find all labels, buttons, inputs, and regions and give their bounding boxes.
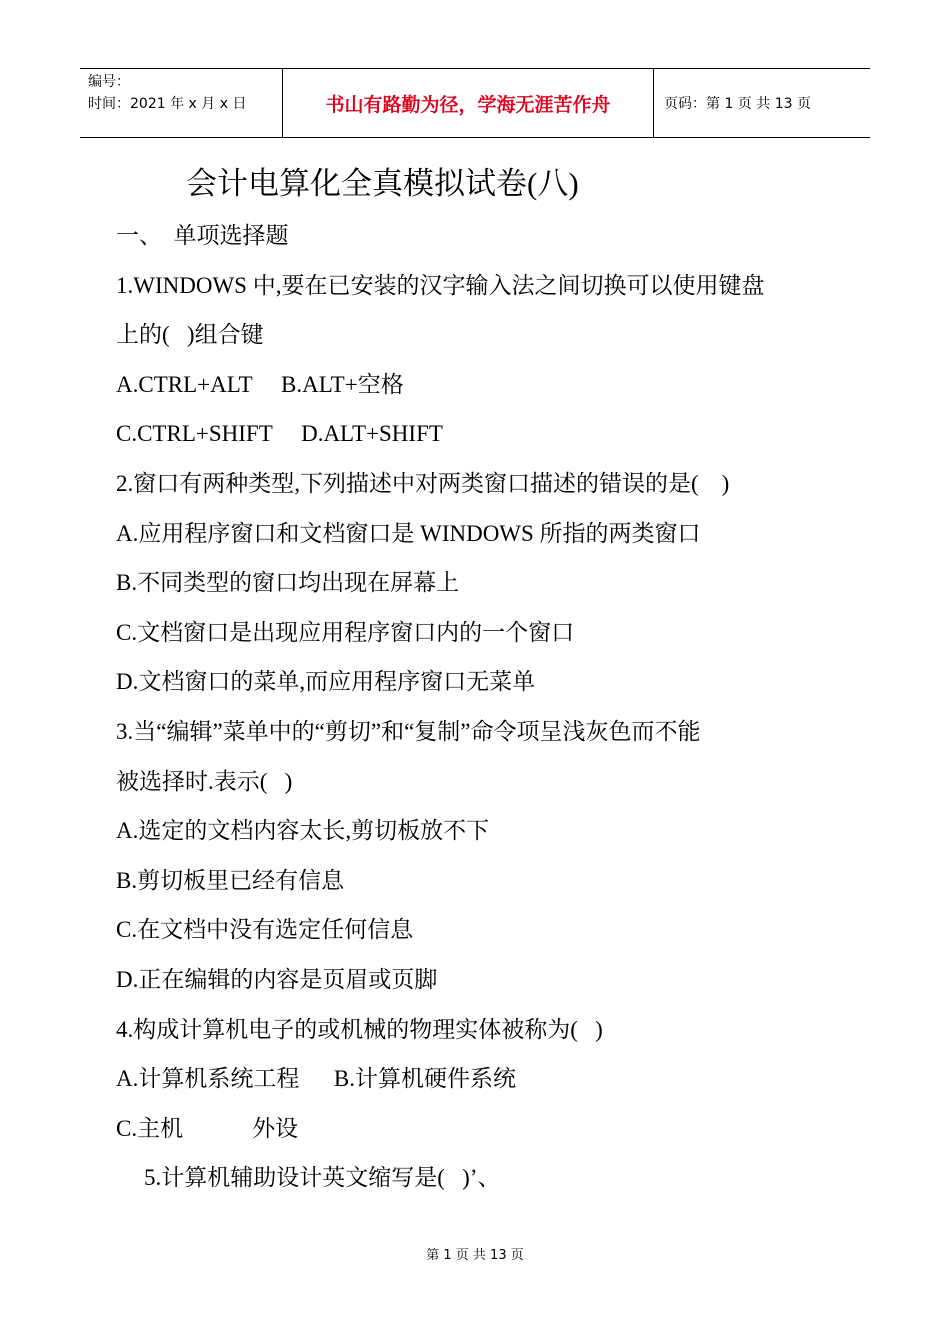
question-2-option-b: B.不同类型的窗口均出现在屏幕上 bbox=[116, 570, 460, 596]
section-heading: 一、 单项选择题 bbox=[116, 223, 289, 248]
header-motto: 书山有路勤为径，学海无涯苦作舟 bbox=[282, 69, 654, 137]
question-4-options-ab: A.计算机系统工程 B.计算机硬件系统 bbox=[116, 1066, 516, 1092]
question-2-option-c: C.文档窗口是出现应用程序窗口内的一个窗口 bbox=[116, 619, 575, 645]
question-1-line-2: 上的( )组合键 bbox=[116, 322, 264, 348]
header-meta bbox=[80, 69, 282, 137]
question-4-stem: 4.构成计算机电子的或机械的物理实体被称为( ) bbox=[116, 1016, 603, 1042]
question-3-option-d: D.正在编辑的内容是页眉或页脚 bbox=[116, 966, 438, 992]
question-1-line-1: 1.WINDOWS 中,要在已安装的汉字输入法之间切换可以使用键盘 bbox=[116, 272, 765, 298]
question-3-option-a: A.选定的文档内容太长,剪切板放不下 bbox=[116, 818, 490, 844]
page-footer: 第 1 页 共 13 页 bbox=[426, 1248, 524, 1263]
question-5-stem: 5.计算机辅助设计英文缩写是( )’、 bbox=[144, 1165, 501, 1191]
question-3-line-2: 被选择时.表示( ) bbox=[116, 768, 293, 794]
question-2-option-d: D.文档窗口的菜单,而应用程序窗口无菜单 bbox=[116, 669, 536, 695]
question-1-options-cd: C.CTRL+SHIFT D.ALT+SHIFT bbox=[116, 421, 443, 447]
number-label: 编号： bbox=[88, 74, 130, 90]
question-1-options-ab: A.CTRL+ALT B.ALT+空格 bbox=[116, 371, 404, 397]
question-3-option-c: C.在文档中没有选定任何信息 bbox=[116, 917, 414, 943]
time-label: 时间：2021 年 x 月 x 日 bbox=[88, 96, 247, 112]
question-2-option-a: A.应用程序窗口和文档窗口是 WINDOWS 所指的两类窗口 bbox=[116, 520, 701, 546]
question-3-option-b: B.剪切板里已经有信息 bbox=[116, 867, 345, 893]
document-body bbox=[116, 211, 836, 1203]
question-4-options-cd: C.主机 外设 bbox=[116, 1115, 299, 1141]
question-2-stem: 2.窗口有两种类型,下列描述中对两类窗口描述的错误的是( ) bbox=[116, 470, 730, 496]
header-page-info: 页码：第 1 页 共 13 页 bbox=[664, 96, 811, 112]
document-title: 会计电算化全真模拟试卷(八) bbox=[186, 166, 579, 201]
header-table bbox=[80, 68, 870, 138]
question-3-line-1: 3.当“编辑”菜单中的“剪切”和“复制”命令项呈浅灰色而不能 bbox=[116, 718, 701, 744]
